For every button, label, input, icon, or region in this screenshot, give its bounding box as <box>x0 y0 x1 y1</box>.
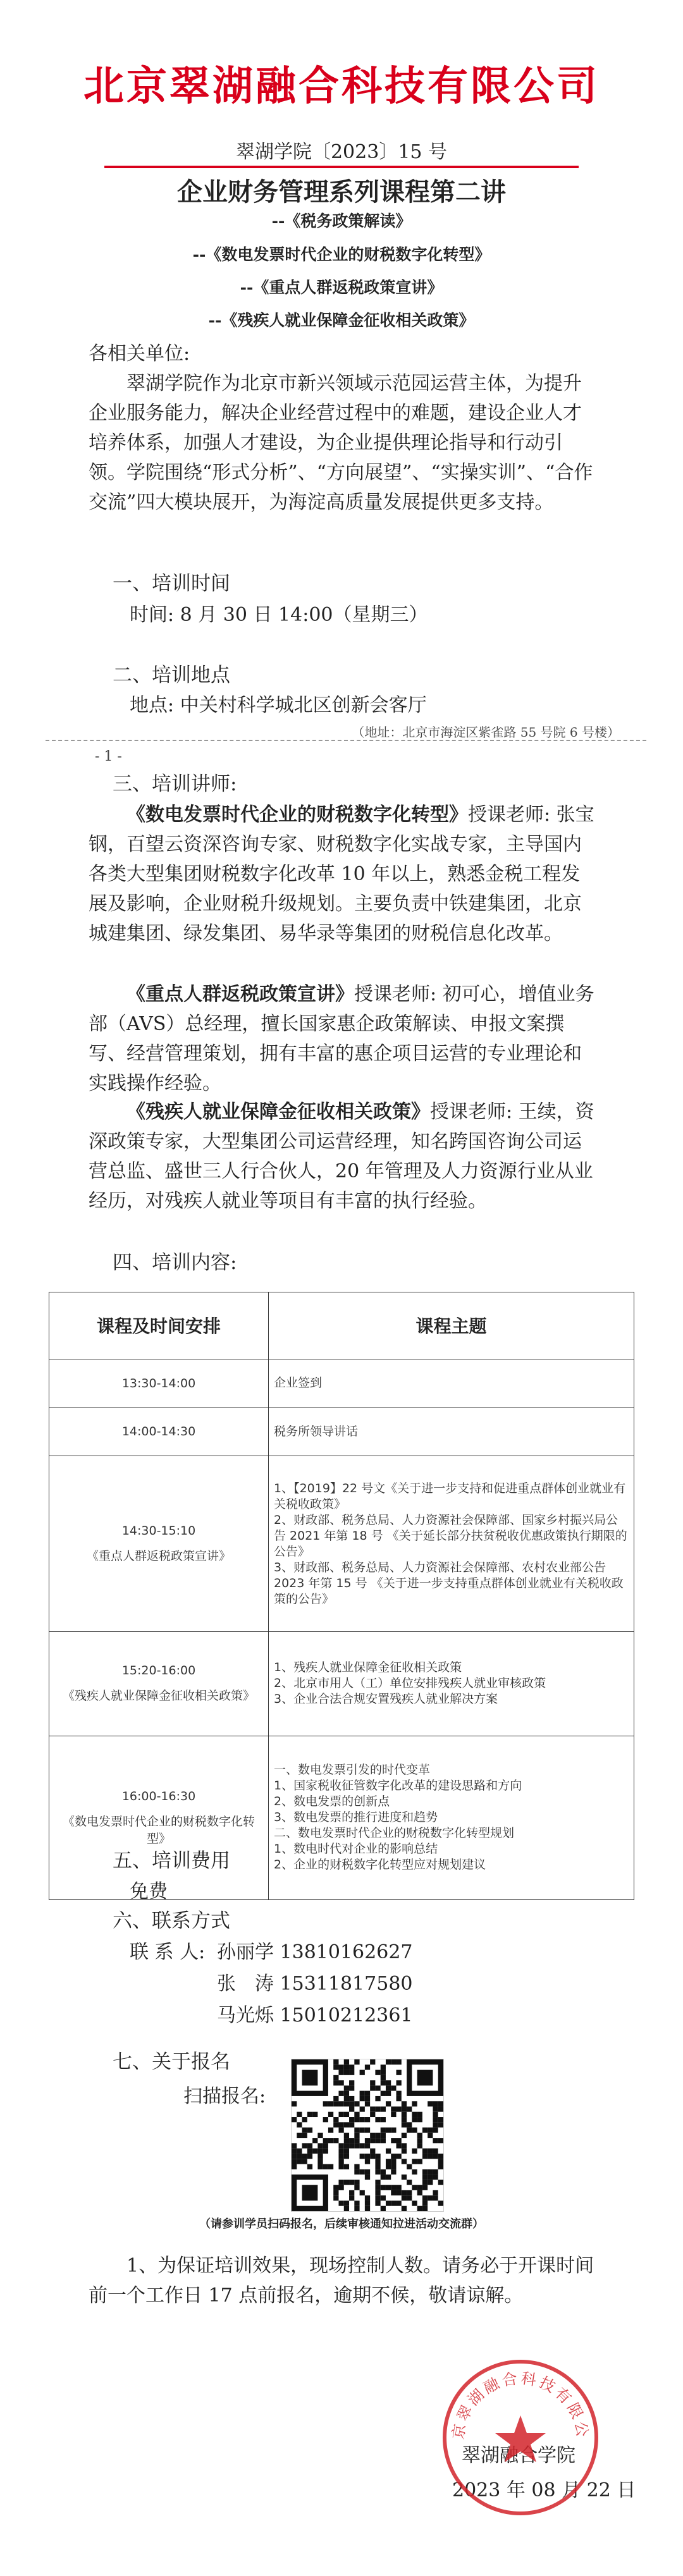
row-4-course: 《残疾人就业保障金征收相关政策》 <box>62 1689 255 1703</box>
section-signup-heading: 七、关于报名 <box>113 2051 230 2073</box>
column-header-topic: 课程主题 <box>269 1292 634 1359</box>
page-title: 企业财务管理系列课程第二讲 <box>177 177 506 207</box>
subtitle-1: --《税务政策解读》 <box>271 212 412 230</box>
row-5-topic-7: 2、企业的财税数字化转型应对规划建议 <box>274 1858 486 1872</box>
row-2-topic-1: 税务所领导讲话 <box>274 1424 359 1438</box>
contact-label: 联 系 人: <box>130 1941 206 1963</box>
row-1-topic-1: 企业签到 <box>274 1376 323 1390</box>
row-5-topic-6: 1、数电时代对企业的影响总结 <box>274 1842 438 1856</box>
qr-caption: （请参训学员扫码报名，后续审核通知拉进活动交流群） <box>199 2217 484 2231</box>
page-divider <box>46 740 646 741</box>
lecturer-3-intro: 授课老师: 王续，资深政策专家，大型集团公司运营经理，知名跨国咨询公司运营总监、盛世三人行合伙人，20 年管理及人力资源行业从业经历，对残疾人就业等项目有丰富的执行经验。 <box>89 1101 594 1212</box>
section-location-heading: 二、培训地点 <box>113 664 230 687</box>
salutation: 各相关单位: <box>89 343 190 365</box>
lecturer-3 <box>89 1097 594 1216</box>
row-3-topic-1: 1、【2019】22 号文《关于进一步支持和促进重点群体创业就业有关税收政策》 <box>274 1481 626 1511</box>
qr-code-icon <box>292 2059 443 2211</box>
subtitle-3: --《重点人群返税政策宣讲》 <box>240 278 443 297</box>
lecturer-2 <box>89 979 594 1098</box>
signup-qr-code[interactable] <box>291 2059 444 2212</box>
row-3-course: 《重点人群返税政策宣讲》 <box>86 1549 231 1564</box>
row-5-topic-3: 2、数电发票的创新点 <box>274 1794 390 1809</box>
signup-notice: 1、为保证培训效果，现场控制人数。请务必于开课时间前一个工作日 17 点前报名，逾期不候，敬请谅解。 <box>89 2255 594 2307</box>
intro-paragraph: 翠湖学院作为北京市新兴领域示范园运营主体，为提升企业服务能力，解决企业经营过程中的难题，建设企业人才培养体系，加强人才建设，为企业提供理论指导和行动引领。学院围绕“形式分析”、“方向展望”、“实操实训”、“合作交流”四大模块展开，为海淀高质量发展提供更多支持。 <box>89 372 593 513</box>
row-3-time <box>49 1456 269 1632</box>
svg-text:北京翠湖融合科技有限公司: 京翠湖融合科技有限公 <box>449 2369 592 2441</box>
page-number: - 1 - <box>95 749 122 764</box>
lecturer-2-course: 《重点人群返税政策宣讲》 <box>126 983 354 1005</box>
row-4-time <box>49 1632 269 1736</box>
row-4-time-range: 15:20-16:00 <box>121 1664 196 1678</box>
training-location: 地点: 中关村科学城北区创新会客厅 <box>130 694 427 716</box>
row-2-topic <box>269 1408 634 1456</box>
column-header-time: 课程及时间安排 <box>49 1292 269 1359</box>
document-number: 翠湖学院〔2023〕15 号 <box>235 141 448 163</box>
contact-2: 张 涛 15311817580 <box>217 1973 413 1995</box>
lecturer-3-course: 《残疾人就业保障金征收相关政策》 <box>126 1101 430 1123</box>
lecturer-2-intro: 授课老师: 初可心，增值业务部（AVS）总经理，擅长国家惠企政策解读、申报文案撰写、经营管理策划，拥有丰富的惠企项目运营的专业理论和实践操作经验。 <box>89 983 594 1095</box>
table-header-row <box>49 1292 634 1359</box>
schedule-table <box>49 1292 634 1900</box>
row-3-topic <box>269 1456 634 1632</box>
signature-org: 翠湖融合学院 <box>462 2444 575 2467</box>
row-4-topic-2: 2、北京市用人（工）单位安排残疾人就业审核政策 <box>274 1676 546 1691</box>
signature-date: 2023 年 08 月 22 日 <box>452 2479 636 2501</box>
row-1-time: 13:30-14:00 <box>49 1359 269 1408</box>
address-note: （地址：北京市海淀区紫雀路 55 号院 6 号楼） <box>352 725 620 740</box>
row-4-topic <box>269 1632 634 1736</box>
row-4-topic-3: 3、企业合法合规安置残疾人就业解决方案 <box>274 1692 498 1707</box>
training-fee: 免费 <box>130 1880 168 1903</box>
red-divider <box>104 166 579 168</box>
section-time-heading: 一、培训时间 <box>113 572 230 595</box>
row-5-topic-5: 二、数电发票时代企业的财税数字化转型规划 <box>274 1826 515 1841</box>
subtitle-4: --《残疾人就业保障金征收相关政策》 <box>208 311 475 329</box>
contact-1: 孙丽学 13810162627 <box>217 1941 413 1963</box>
signup-label: 扫描报名: <box>183 2085 266 2107</box>
row-5-topic-2: 1、国家税收征管数字化改革的建设思路和方向 <box>274 1779 522 1793</box>
row-3-topic-2: 2、财政部、税务总局、人力资源社会保障部、国家乡村振兴局公告 2021 年第 18 号 《关于延长部分扶贫税收优惠政策执行期限的公告》 <box>274 1512 627 1559</box>
row-1-topic <box>269 1359 634 1408</box>
row-2-time: 14:00-14:30 <box>49 1408 269 1456</box>
section-lecturer-heading: 三、培训讲师: <box>113 773 237 795</box>
table-row <box>49 1632 634 1736</box>
subtitle-2: --《数电发票时代企业的财税数字化转型》 <box>192 245 491 264</box>
row-5-time-range: 16:00-16:30 <box>121 1789 196 1803</box>
row-3-time-range: 14:30-15:10 <box>121 1524 196 1538</box>
company-seal <box>435 2352 606 2523</box>
table-row <box>49 1408 634 1456</box>
row-4-topic-1: 1、残疾人就业保障金征收相关政策 <box>274 1660 462 1675</box>
contact-3: 马光烁 15010212361 <box>217 2004 413 2027</box>
lecturer-1-intro: 授课老师: 张宝钢，百望云资深咨询专家、财税数字化实战专家，主导国内各类大型集团财税数字化改革 10 年以上，熟悉金税工程发展及影响，企业财税升级规划。主要负责中铁建集团，北京城建集团、绿发集团、易华录等集团的财税信息化改革。 <box>89 804 594 945</box>
row-5-course: 《数电发票时代企业的财税数字化转型》 <box>62 1814 255 1846</box>
lecturer-1 <box>89 800 594 948</box>
row-3-topic-3: 3、财政部、税务总局、人力资源社会保障部、农村农业部公告 2023 年第 15 号 《关于进一步支持重点群体创业就业有关税收政策的公告》 <box>274 1560 624 1606</box>
company-header: 北京翠湖融合科技有限公司 <box>83 63 600 110</box>
training-time: 时间: 8 月 30 日 14:00（星期三） <box>130 604 428 626</box>
table-row <box>49 1456 634 1632</box>
lecturer-1-course: 《数电发票时代企业的财税数字化转型》 <box>126 804 468 826</box>
section-content-heading: 四、培训内容: <box>113 1251 237 1274</box>
table-row <box>49 1359 634 1408</box>
row-5-topic-1: 一、数电发票引发的时代变革 <box>274 1763 431 1777</box>
section-contact-heading: 六、联系方式 <box>113 1910 230 1932</box>
section-fee-heading: 五、培训费用 <box>113 1849 230 1872</box>
seal-icon <box>435 2352 606 2523</box>
row-5-topic-4: 3、数电发票的推行进度和趋势 <box>274 1810 438 1825</box>
